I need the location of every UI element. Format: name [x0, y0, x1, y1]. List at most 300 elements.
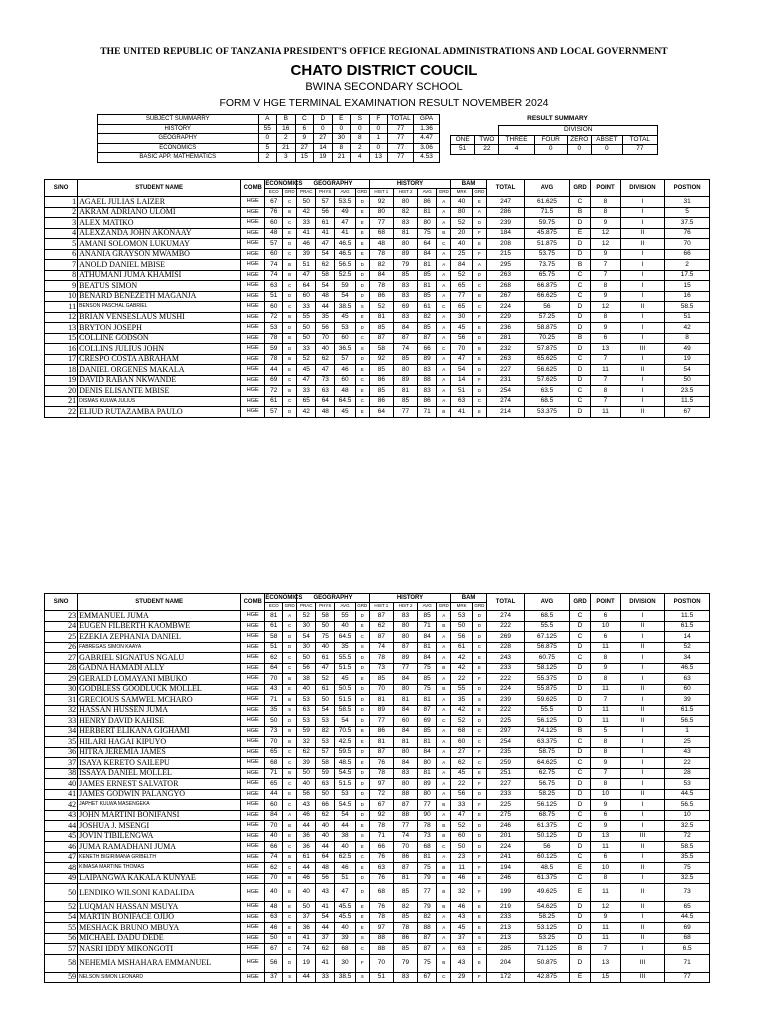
point: 10 — [591, 863, 620, 874]
bam-grade: F — [472, 852, 486, 863]
geo-grade: D — [355, 800, 369, 811]
total: 254 — [486, 386, 524, 397]
bam-grade: C — [472, 737, 486, 748]
geo-prac: 40 — [297, 684, 316, 695]
grade: B — [569, 260, 591, 271]
summary-header-cell: A — [258, 115, 277, 125]
geo-prac: 40 — [297, 884, 316, 902]
hist1: 81 — [369, 312, 393, 323]
student-name: ATHUMANI JUMA KHAMISI — [78, 270, 241, 281]
hist-avg: 75 — [418, 663, 437, 674]
eco-grade: D — [283, 239, 297, 250]
bam-mark: 25 — [451, 249, 473, 260]
eco-grade: C — [283, 779, 297, 790]
division: II — [620, 642, 665, 653]
avg: 61.375 — [525, 873, 570, 884]
bam-grade: D — [472, 684, 486, 695]
point: 6 — [591, 611, 620, 622]
geo-prac: 33 — [297, 218, 316, 229]
bam-mark: 45 — [451, 768, 473, 779]
avg: 71.125 — [525, 944, 570, 955]
summary-cell: 5 — [258, 143, 277, 153]
total: 239 — [486, 695, 524, 706]
eco-mark: 40 — [265, 884, 283, 902]
total: 246 — [486, 821, 524, 832]
geo-phys: 64 — [316, 396, 335, 407]
point: 8 — [591, 653, 620, 664]
division: II — [620, 884, 665, 902]
bam-grade: S — [472, 695, 486, 706]
subject-summary-table — [97, 114, 440, 163]
bam-mark: 35 — [451, 695, 473, 706]
student-name: KIMASA MARTINE THOMAS — [78, 863, 241, 874]
bam-mark: 52 — [451, 821, 473, 832]
sno: 58 — [45, 954, 78, 972]
student-row — [45, 396, 710, 407]
bam-mark: 65 — [451, 302, 473, 313]
point: 9 — [591, 663, 620, 674]
hist1: 73 — [369, 663, 393, 674]
division: I — [620, 291, 665, 302]
point: 9 — [591, 218, 620, 229]
eco-grade: C — [283, 758, 297, 769]
comb: HGE — [241, 842, 265, 853]
grade: D — [569, 375, 591, 386]
hist2: 83 — [393, 291, 417, 302]
geo-avg: 45.5 — [335, 902, 355, 913]
summary-row — [98, 153, 440, 163]
geo-phys: 50 — [316, 695, 335, 706]
bam-mark: 46 — [451, 873, 473, 884]
avg: 56.125 — [525, 716, 570, 727]
hist2: 83 — [393, 611, 417, 622]
hist1: 76 — [369, 758, 393, 769]
division: I — [620, 852, 665, 863]
geo-phys: 41 — [316, 902, 335, 913]
geo-avg: 39 — [335, 933, 355, 944]
hist-avg: 87 — [418, 933, 437, 944]
student-row — [45, 863, 710, 874]
eco-grade: D — [283, 954, 297, 972]
avg: 65.75 — [525, 270, 570, 281]
hist1: 85 — [369, 323, 393, 334]
eco-mark: 69 — [265, 375, 283, 386]
division: I — [620, 944, 665, 955]
bam-grade: F — [472, 375, 486, 386]
bam-mark: 65 — [451, 281, 473, 292]
geo-grade: E — [355, 218, 369, 229]
point: 8 — [591, 207, 620, 218]
comb: HGE — [241, 873, 265, 884]
geo-avg: 68 — [335, 944, 355, 955]
division: I — [620, 695, 665, 706]
comb: HGE — [241, 621, 265, 632]
division-value-cell: 0 — [534, 145, 567, 155]
grade: C — [569, 653, 591, 664]
point: 9 — [591, 800, 620, 811]
sno: 56 — [45, 933, 78, 944]
comb: HGE — [241, 270, 265, 281]
position: 67 — [665, 407, 710, 418]
position: 6.5 — [665, 944, 710, 955]
geo-grade: E — [355, 758, 369, 769]
bam-grade: F — [472, 972, 486, 983]
eco-mark: 63 — [265, 281, 283, 292]
total: 204 — [486, 954, 524, 972]
total: 246 — [486, 873, 524, 884]
hist-avg: 84 — [418, 747, 437, 758]
bam-mark: 68 — [451, 726, 473, 737]
sno: 49 — [45, 873, 78, 884]
sub-header-cell: AVG — [418, 603, 437, 611]
geo-phys: 57 — [316, 747, 335, 758]
division: I — [620, 800, 665, 811]
total: 233 — [486, 912, 524, 923]
student-name: BRIAN VENSESLAUS MUSHI — [78, 312, 241, 323]
point: 7 — [591, 375, 620, 386]
summary-header-cell: C — [295, 115, 314, 125]
student-name: HITRA JEREMIA JAMES — [78, 747, 241, 758]
bam-mark: 20 — [451, 228, 473, 239]
geo-grade: D — [355, 323, 369, 334]
hist2: 84 — [393, 674, 417, 685]
geo-phys: 58 — [316, 270, 335, 281]
student-name: GRECIOUS SAMWEL MCHARO — [78, 695, 241, 706]
student-row — [45, 365, 710, 376]
avg: 55.375 — [525, 674, 570, 685]
hist-grade: A — [437, 789, 451, 800]
point: 9 — [591, 323, 620, 334]
geo-prac: 59 — [297, 726, 316, 737]
total: 254 — [486, 737, 524, 748]
position: 60 — [665, 684, 710, 695]
position: 42 — [665, 323, 710, 334]
hist1: 74 — [369, 642, 393, 653]
hist-avg: 81 — [418, 737, 437, 748]
total: 201 — [486, 831, 524, 842]
comb: HGE — [241, 333, 265, 344]
eco-mark: 74 — [265, 270, 283, 281]
division: I — [620, 821, 665, 832]
hist2: 80 — [393, 239, 417, 250]
comb: HGE — [241, 747, 265, 758]
comb: HGE — [241, 632, 265, 643]
hist1: 92 — [369, 810, 393, 821]
eco-grade: B — [283, 821, 297, 832]
hist-avg: 66 — [418, 344, 437, 355]
geo-grade: E — [355, 737, 369, 748]
hist-grade: A — [437, 758, 451, 769]
hist1: 97 — [369, 779, 393, 790]
total: 224 — [486, 842, 524, 853]
sub-header-cell: AVG — [335, 603, 355, 611]
bam-grade: F — [472, 884, 486, 902]
sno: 29 — [45, 674, 78, 685]
total: 222 — [486, 705, 524, 716]
hist2: 70 — [393, 842, 417, 853]
student-name: LENDIKO WILSONI KADALIDA — [78, 884, 241, 902]
avg-header: AVG — [525, 594, 570, 611]
grade: D — [569, 954, 591, 972]
bam-mark: 47 — [451, 354, 473, 365]
bam-grade: E — [472, 768, 486, 779]
student-name: NASRI IDDY MIKONGOTI — [78, 944, 241, 955]
bam-mark: 33 — [451, 800, 473, 811]
total: 281 — [486, 333, 524, 344]
hist-grade: B — [437, 407, 451, 418]
eco-mark: 72 — [265, 386, 283, 397]
eco-grade: C — [283, 375, 297, 386]
bam-mark: 56 — [451, 789, 473, 800]
bam-mark: 22 — [451, 674, 473, 685]
hist-avg: 86 — [418, 197, 437, 208]
hist-grade: A — [437, 923, 451, 934]
avg: 64.625 — [525, 758, 570, 769]
geo-grade: D — [355, 354, 369, 365]
bam-grade: E — [472, 810, 486, 821]
student-name: CRESPO COSTA ABRAHAM — [78, 354, 241, 365]
hist2: 84 — [393, 758, 417, 769]
bam-grade: E — [472, 197, 486, 208]
student-row — [45, 674, 710, 685]
grade: C — [569, 737, 591, 748]
student-name: HENRY DAVID KAHISE — [78, 716, 241, 727]
total: 214 — [486, 407, 524, 418]
position: 43 — [665, 747, 710, 758]
hist-avg: 81 — [418, 207, 437, 218]
geo-avg: 54 — [335, 291, 355, 302]
point-header: POINT — [591, 594, 620, 611]
hist1: 72 — [369, 789, 393, 800]
summary-header-cell: TOTAL — [388, 115, 414, 125]
economics-header: ECONOMICS — [265, 181, 303, 187]
geo-avg: 54.5 — [335, 800, 355, 811]
avg: 71.5 — [525, 207, 570, 218]
hist2: 80 — [393, 684, 417, 695]
summary-cell: 6 — [295, 124, 314, 134]
eco-mark: 61 — [265, 396, 283, 407]
bam-header: BAM — [451, 180, 487, 189]
student-name: NELSON SIMON LEONARD — [78, 972, 241, 983]
result-summary-table — [450, 125, 658, 155]
eco-mark: 57 — [265, 407, 283, 418]
student-row — [45, 933, 710, 944]
summary-cell: 77 — [388, 124, 414, 134]
bam-mark: 27 — [451, 747, 473, 758]
grade: E — [569, 972, 591, 983]
avg: 66.625 — [525, 291, 570, 302]
eco-mark: 62 — [265, 863, 283, 874]
eco-grade: B — [283, 674, 297, 685]
total: 269 — [486, 632, 524, 643]
geo-avg: 40 — [335, 923, 355, 934]
geo-prac: 50 — [297, 653, 316, 664]
geo-grade: S — [355, 933, 369, 944]
summary-cell: 0 — [314, 124, 333, 134]
position: 70 — [665, 239, 710, 250]
hist-grade: B — [437, 884, 451, 902]
bam-mark: 42 — [451, 653, 473, 664]
division: III — [620, 954, 665, 972]
geo-grade: E — [355, 407, 369, 418]
summary-cell: 9 — [295, 134, 314, 144]
hist-grade: C — [437, 344, 451, 355]
hist1: 81 — [369, 695, 393, 706]
sno: 40 — [45, 779, 78, 790]
bam-mark: 52 — [451, 270, 473, 281]
bam-mark: 56 — [451, 333, 473, 344]
eco-mark: 60 — [265, 800, 283, 811]
geo-avg: 51 — [335, 873, 355, 884]
hist2: 84 — [393, 726, 417, 737]
bam-grade: C — [472, 396, 486, 407]
eco-mark: 72 — [265, 312, 283, 323]
avg: 56.125 — [525, 800, 570, 811]
header-council: CHATO DISTRICT COUCIL — [290, 62, 478, 79]
summary-header-cell: SUBJECT SUMMARRY — [98, 115, 259, 125]
grade: D — [569, 800, 591, 811]
total: 251 — [486, 768, 524, 779]
grd-header: GRD — [569, 180, 591, 197]
sno: 38 — [45, 768, 78, 779]
bam-grade: F — [472, 800, 486, 811]
division-header-cell: FOUR — [534, 135, 567, 145]
total: 228 — [486, 642, 524, 653]
division: I — [620, 218, 665, 229]
geo-avg: 38.5 — [335, 972, 355, 983]
hist-avg: 87 — [418, 333, 437, 344]
hist-grade: A — [437, 354, 451, 365]
avg: 56.625 — [525, 365, 570, 376]
total: 222 — [486, 674, 524, 685]
sub-header-cell: GRD — [355, 603, 369, 611]
bam-grade: E — [472, 653, 486, 664]
geo-phys: 43 — [316, 884, 335, 902]
student-name: DISMAS KULWA JULIUS — [78, 396, 241, 407]
geo-grade: S — [355, 344, 369, 355]
bam-mark: 55 — [451, 684, 473, 695]
hist1: 70 — [369, 684, 393, 695]
comb: HGE — [241, 695, 265, 706]
summary-row — [98, 124, 440, 134]
summary-cell: 27 — [314, 134, 333, 144]
hist-grade: A — [437, 653, 451, 664]
eco-mark: 46 — [265, 923, 283, 934]
comb: HGE — [241, 684, 265, 695]
hist-grade: A — [437, 323, 451, 334]
grade: C — [569, 821, 591, 832]
division-value-cell: 4 — [499, 145, 534, 155]
hist-avg: 79 — [418, 902, 437, 913]
sno: 18 — [45, 365, 78, 376]
eco-grade: E — [283, 884, 297, 902]
geo-avg: 64.5 — [335, 632, 355, 643]
bam-grade: D — [472, 831, 486, 842]
geo-avg: 53 — [335, 789, 355, 800]
bam-mark: 43 — [451, 912, 473, 923]
hist-grade: A — [437, 747, 451, 758]
geo-grade: E — [355, 923, 369, 934]
bam-mark: 45 — [451, 323, 473, 334]
total: 224 — [486, 684, 524, 695]
division-value-cell: 0 — [591, 145, 622, 155]
comb: HGE — [241, 954, 265, 972]
total: 208 — [486, 239, 524, 250]
comb: HGE — [241, 884, 265, 902]
hist1: 86 — [369, 291, 393, 302]
student-row — [45, 611, 710, 622]
hist2: 60 — [393, 716, 417, 727]
bam-grade: F — [472, 228, 486, 239]
summary-cell: 4.47 — [414, 134, 440, 144]
geo-phys: 62 — [316, 354, 335, 365]
eco-grade: C — [283, 863, 297, 874]
geo-phys: 40 — [316, 642, 335, 653]
sub-header-cell: GRD — [472, 189, 486, 197]
comb: HGE — [241, 768, 265, 779]
eco-grade: B — [283, 333, 297, 344]
eco-grade: D — [283, 344, 297, 355]
comb: HGE — [241, 354, 265, 365]
sub-header-cell: HIST 1 — [369, 603, 393, 611]
geo-grade: E — [355, 228, 369, 239]
geo-phys: 59 — [316, 768, 335, 779]
eco-mark: 48 — [265, 228, 283, 239]
division-header: DIVISION — [620, 180, 665, 197]
geo-grade: C — [355, 944, 369, 955]
eco-grade: C — [283, 944, 297, 955]
hist1: 82 — [369, 260, 393, 271]
student-row — [45, 228, 710, 239]
sno: 16 — [45, 344, 78, 355]
geo-phys: 40 — [316, 831, 335, 842]
comb: HGE — [241, 207, 265, 218]
geo-grade: C — [355, 375, 369, 386]
total: 233 — [486, 663, 524, 674]
eco-grade: C — [283, 653, 297, 664]
sno: 24 — [45, 621, 78, 632]
geo-phys: 53 — [316, 737, 335, 748]
hist1: 78 — [369, 821, 393, 832]
grade: C — [569, 873, 591, 884]
hist-grade: A — [437, 375, 451, 386]
summary-header-cell: D — [314, 115, 333, 125]
hist-avg: 71 — [418, 621, 437, 632]
division: II — [620, 684, 665, 695]
sno: 42 — [45, 800, 78, 811]
bam-grade: E — [472, 705, 486, 716]
sub-header-cell: HIST 1 — [369, 189, 393, 197]
avg: 55.875 — [525, 684, 570, 695]
point: 11 — [591, 705, 620, 716]
geo-phys: 73 — [316, 375, 335, 386]
hist2: 83 — [393, 281, 417, 292]
point: 12 — [591, 902, 620, 913]
total-header: TOTAL — [486, 180, 524, 197]
bam-mark: 40 — [451, 197, 473, 208]
name-header: STUDENT NAME — [78, 594, 241, 611]
geo-avg: 45 — [335, 407, 355, 418]
geo-avg: 36.5 — [335, 344, 355, 355]
eco-mark: 65 — [265, 747, 283, 758]
hist1: 67 — [369, 800, 393, 811]
hist1: 62 — [369, 621, 393, 632]
sno: 21 — [45, 396, 78, 407]
point: 10 — [591, 789, 620, 800]
avg: 65.625 — [525, 354, 570, 365]
geo-prac: 33 — [297, 302, 316, 313]
hist-grade: A — [437, 260, 451, 271]
